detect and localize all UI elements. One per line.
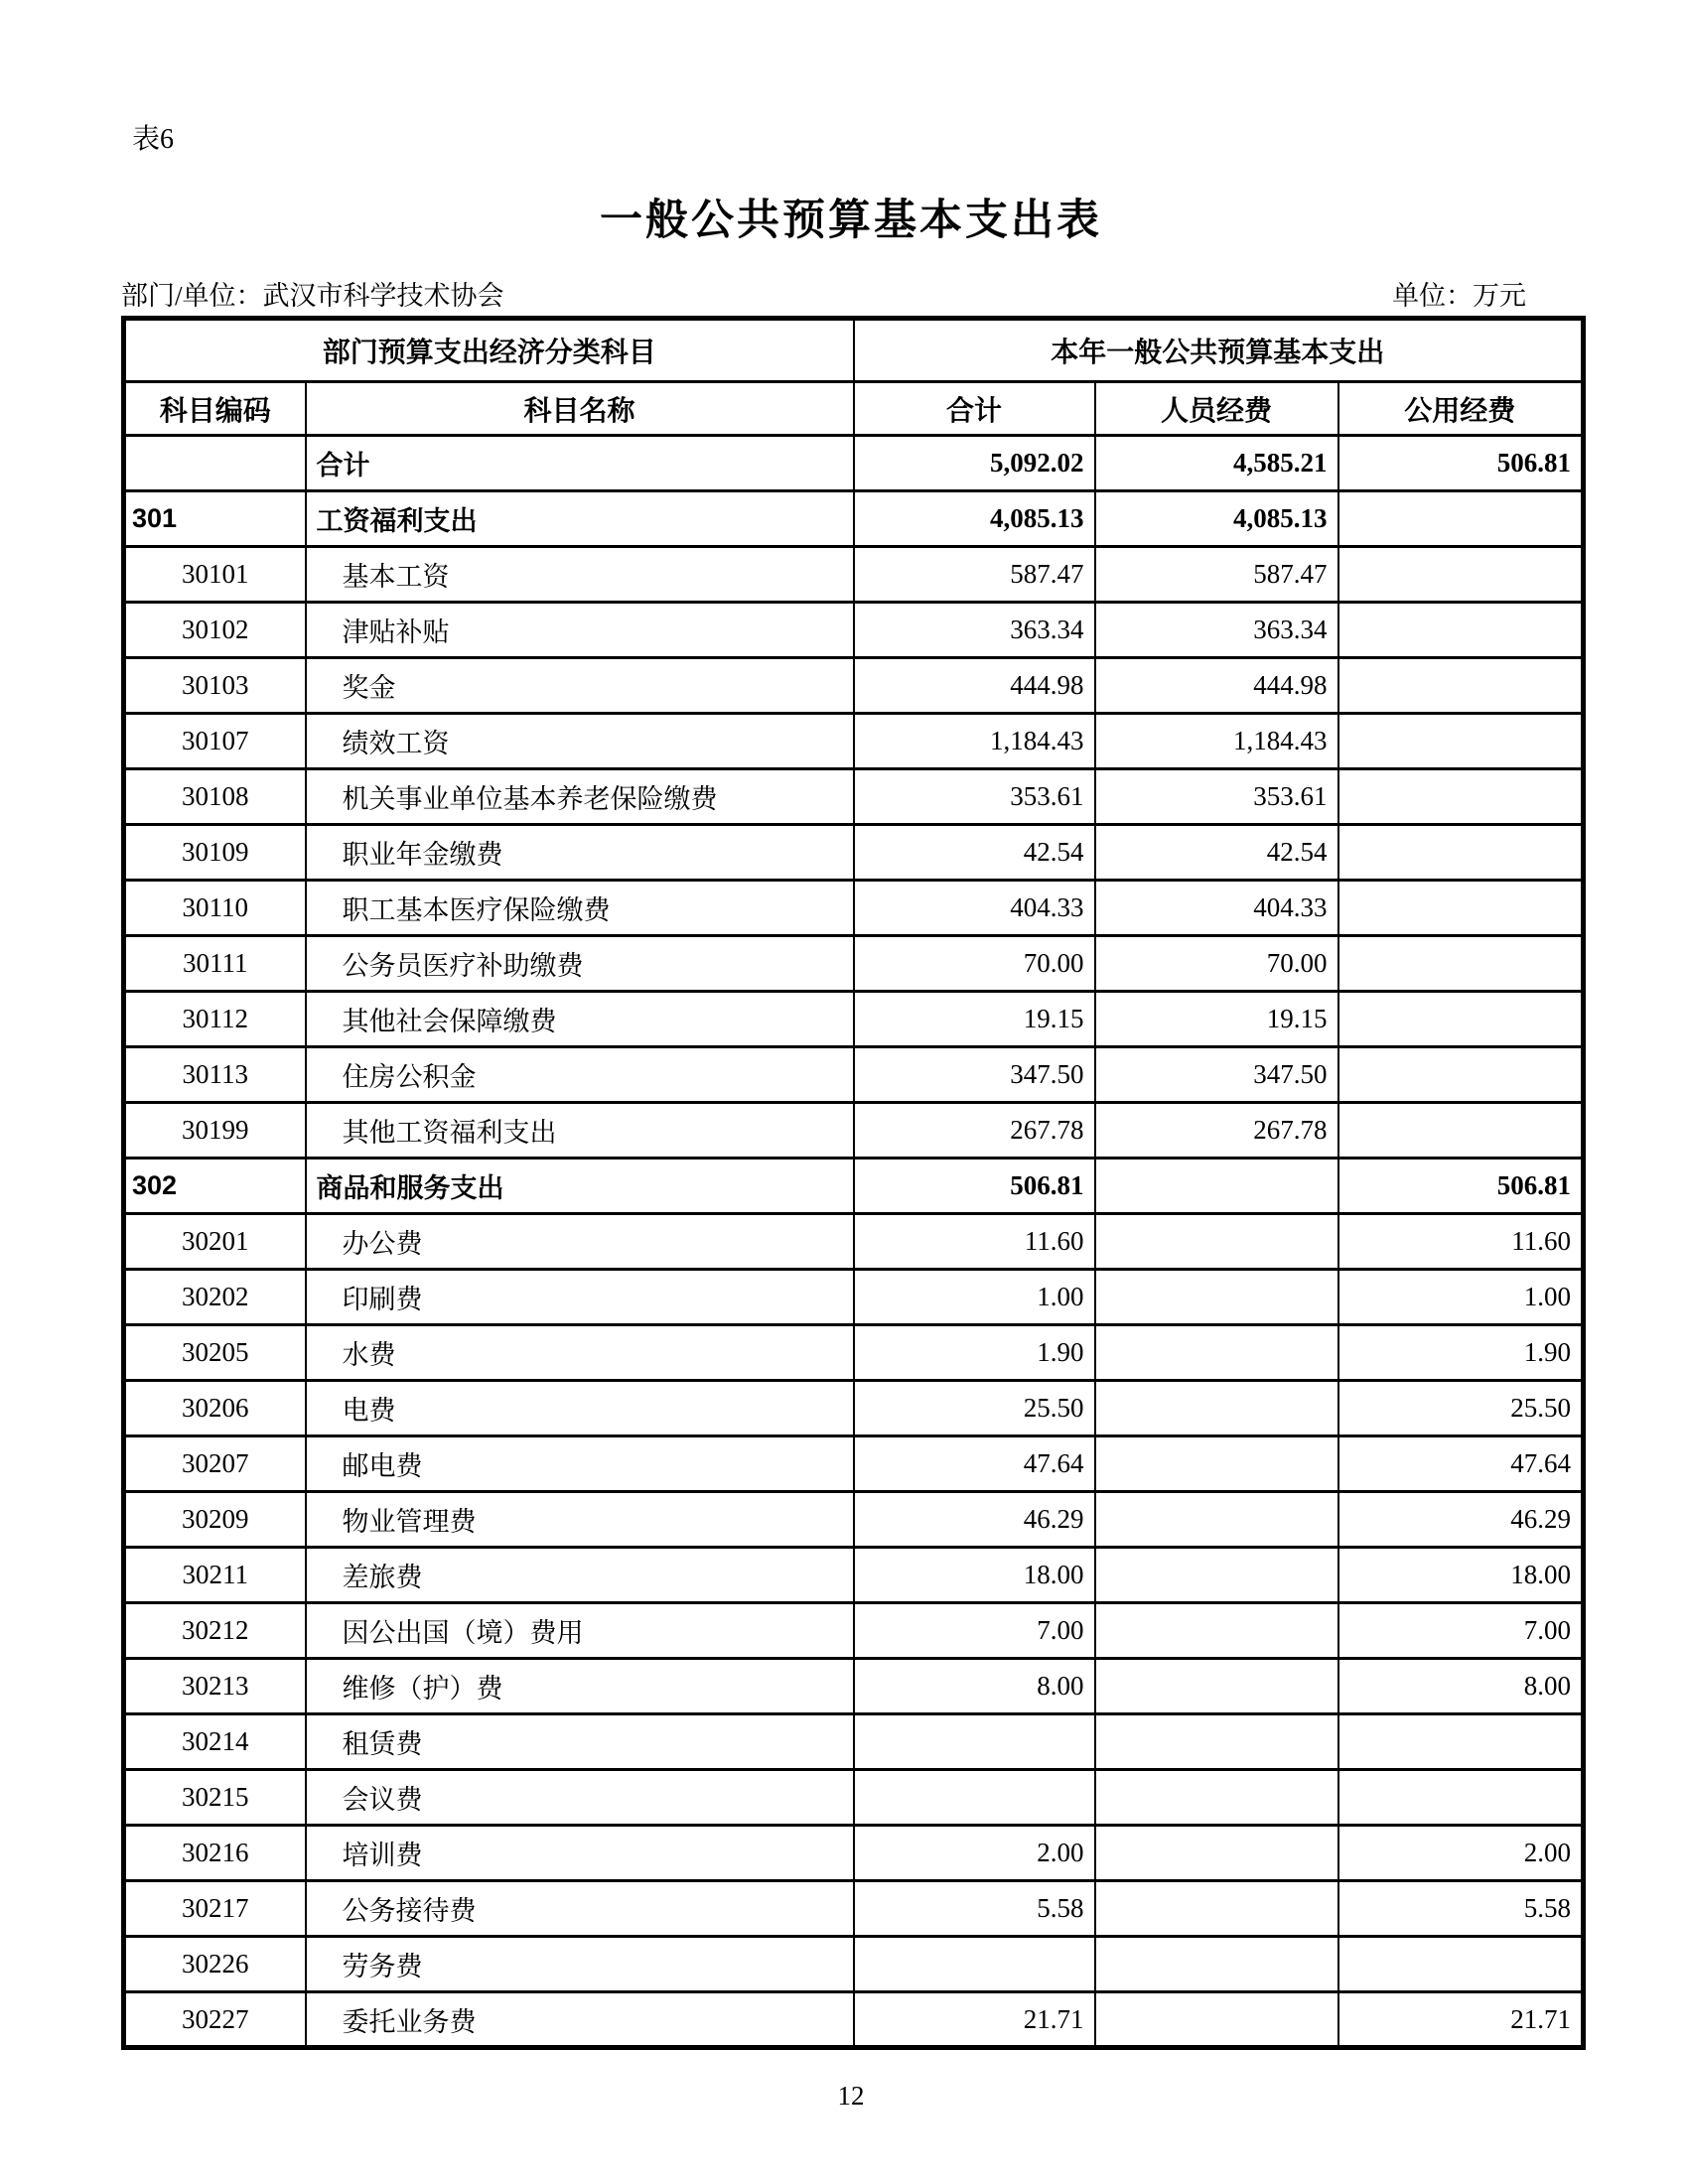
total-value-cell: 2.00 xyxy=(854,1826,1095,1881)
subject-code-cell: 30207 xyxy=(124,1436,306,1492)
public-funds-value-cell: 25.50 xyxy=(1338,1381,1584,1436)
personnel-funds-value-cell xyxy=(1095,1992,1338,2048)
subject-code-cell: 30199 xyxy=(124,1103,306,1159)
personnel-funds-value-cell xyxy=(1095,1770,1338,1826)
total-value-cell xyxy=(854,1770,1095,1826)
subject-code-cell: 30107 xyxy=(124,714,306,769)
public-funds-value-cell xyxy=(1338,992,1584,1047)
total-value-cell: 70.00 xyxy=(854,936,1095,992)
public-funds-value-cell xyxy=(1338,769,1584,825)
public-funds-value-cell xyxy=(1338,1937,1584,1992)
table-row xyxy=(124,1159,1584,1214)
public-funds-value-cell xyxy=(1338,714,1584,769)
header-group-row xyxy=(124,319,1584,382)
personnel-funds-value-cell xyxy=(1095,1937,1338,1992)
subject-name-cell: 培训费 xyxy=(306,1826,854,1881)
total-value-cell: 267.78 xyxy=(854,1103,1095,1159)
subject-code-cell: 30217 xyxy=(124,1881,306,1937)
total-value-cell: 46.29 xyxy=(854,1492,1095,1548)
subject-code-cell: 30226 xyxy=(124,1937,306,1992)
subject-name-cell: 机关事业单位基本养老保险缴费 xyxy=(306,769,854,825)
subject-code-cell: 30212 xyxy=(124,1603,306,1659)
page-title: 一般公共预算基本支出表 xyxy=(600,197,1102,244)
column-header-subject-code: 科目编码 xyxy=(124,382,306,436)
total-value-cell: 587.47 xyxy=(854,547,1095,603)
subject-code-cell xyxy=(124,436,306,491)
subject-name-cell: 住房公积金 xyxy=(306,1047,854,1103)
total-value-cell: 5.58 xyxy=(854,1881,1095,1937)
personnel-funds-value-cell: 4,085.13 xyxy=(1095,491,1338,547)
department-unit-label: 部门/单位：武汉市科学技术协会 xyxy=(121,281,504,311)
table-row xyxy=(124,1103,1584,1159)
public-funds-value-cell: 7.00 xyxy=(1338,1603,1584,1659)
public-funds-value-cell xyxy=(1338,881,1584,936)
subject-code-cell: 30109 xyxy=(124,825,306,881)
total-value-cell: 11.60 xyxy=(854,1214,1095,1270)
total-value-cell: 18.00 xyxy=(854,1548,1095,1603)
subject-name-cell: 绩效工资 xyxy=(306,714,854,769)
public-funds-value-cell: 46.29 xyxy=(1338,1492,1584,1548)
personnel-funds-value-cell xyxy=(1095,1492,1338,1548)
public-funds-value-cell: 21.71 xyxy=(1338,1992,1584,2048)
public-funds-value-cell: 506.81 xyxy=(1338,436,1584,491)
subject-code-cell: 30108 xyxy=(124,769,306,825)
table-row xyxy=(124,1770,1584,1826)
subject-name-cell: 差旅费 xyxy=(306,1548,854,1603)
budget-table xyxy=(121,316,1586,2050)
subject-code-cell: 30101 xyxy=(124,547,306,603)
personnel-funds-value-cell: 404.33 xyxy=(1095,881,1338,936)
personnel-funds-value-cell: 347.50 xyxy=(1095,1047,1338,1103)
subject-code-cell: 30201 xyxy=(124,1214,306,1270)
subject-name-cell: 职业年金缴费 xyxy=(306,825,854,881)
subject-code-cell: 30227 xyxy=(124,1992,306,2048)
personnel-funds-value-cell xyxy=(1095,1548,1338,1603)
subject-code-cell: 30215 xyxy=(124,1770,306,1826)
table-row xyxy=(124,1436,1584,1492)
subject-name-cell: 水费 xyxy=(306,1325,854,1381)
table-row xyxy=(124,1881,1584,1937)
subject-name-cell: 办公费 xyxy=(306,1214,854,1270)
subject-code-cell: 30112 xyxy=(124,992,306,1047)
personnel-funds-value-cell xyxy=(1095,1159,1338,1214)
subject-name-cell: 公务员医疗补助缴费 xyxy=(306,936,854,992)
table-row xyxy=(124,992,1584,1047)
table-row xyxy=(124,1937,1584,1992)
subject-name-cell: 维修（护）费 xyxy=(306,1659,854,1714)
table-row xyxy=(124,1659,1584,1714)
subject-name-cell: 物业管理费 xyxy=(306,1492,854,1548)
subject-code-cell: 30111 xyxy=(124,936,306,992)
total-value-cell: 1,184.43 xyxy=(854,714,1095,769)
personnel-funds-value-cell xyxy=(1095,1659,1338,1714)
personnel-funds-value-cell xyxy=(1095,1826,1338,1881)
subject-name-cell: 其他社会保障缴费 xyxy=(306,992,854,1047)
subject-name-cell: 会议费 xyxy=(306,1770,854,1826)
table-row xyxy=(124,1992,1584,2048)
subject-code-cell: 30202 xyxy=(124,1270,306,1325)
subject-name-cell: 印刷费 xyxy=(306,1270,854,1325)
total-value-cell: 47.64 xyxy=(854,1436,1095,1492)
total-value-cell xyxy=(854,1937,1095,1992)
total-value-cell: 404.33 xyxy=(854,881,1095,936)
subject-code-cell: 30102 xyxy=(124,603,306,658)
table-row xyxy=(124,1603,1584,1659)
subject-code-cell: 30214 xyxy=(124,1714,306,1770)
total-value-cell: 7.00 xyxy=(854,1603,1095,1659)
total-value-cell: 25.50 xyxy=(854,1381,1095,1436)
table-row xyxy=(124,769,1584,825)
total-value-cell: 347.50 xyxy=(854,1047,1095,1103)
meta-row xyxy=(121,274,1581,313)
personnel-funds-value-cell: 444.98 xyxy=(1095,658,1338,714)
subject-code-cell: 30205 xyxy=(124,1325,306,1381)
public-funds-value-cell xyxy=(1338,1770,1584,1826)
personnel-funds-value-cell: 587.47 xyxy=(1095,547,1338,603)
table-row xyxy=(124,1826,1584,1881)
public-funds-value-cell xyxy=(1338,936,1584,992)
personnel-funds-value-cell xyxy=(1095,1436,1338,1492)
subject-name-cell: 其他工资福利支出 xyxy=(306,1103,854,1159)
table-row xyxy=(124,603,1584,658)
public-funds-value-cell: 11.60 xyxy=(1338,1214,1584,1270)
personnel-funds-value-cell xyxy=(1095,1270,1338,1325)
total-value-cell: 506.81 xyxy=(854,1159,1095,1214)
total-value-cell xyxy=(854,1714,1095,1770)
personnel-funds-value-cell: 42.54 xyxy=(1095,825,1338,881)
table-row xyxy=(124,658,1584,714)
table-row xyxy=(124,881,1584,936)
total-value-cell: 363.34 xyxy=(854,603,1095,658)
public-funds-value-cell: 5.58 xyxy=(1338,1881,1584,1937)
personnel-funds-value-cell xyxy=(1095,1325,1338,1381)
subject-code-cell: 301 xyxy=(124,491,306,547)
public-funds-value-cell xyxy=(1338,825,1584,881)
total-value-cell: 444.98 xyxy=(854,658,1095,714)
personnel-funds-value-cell xyxy=(1095,1603,1338,1659)
public-funds-value-cell: 1.00 xyxy=(1338,1270,1584,1325)
column-header-personnel-funds: 人员经费 xyxy=(1095,382,1338,436)
subject-name-cell: 电费 xyxy=(306,1381,854,1436)
public-funds-value-cell: 2.00 xyxy=(1338,1826,1584,1881)
public-funds-value-cell xyxy=(1338,1714,1584,1770)
public-funds-value-cell: 8.00 xyxy=(1338,1659,1584,1714)
table-number-label: 表6 xyxy=(132,124,175,155)
table-row xyxy=(124,1548,1584,1603)
table-row xyxy=(124,825,1584,881)
subject-code-cell: 30103 xyxy=(124,658,306,714)
header-columns-row xyxy=(124,382,1584,436)
subject-name-cell: 邮电费 xyxy=(306,1436,854,1492)
table-row xyxy=(124,436,1584,491)
subject-name-cell: 公务接待费 xyxy=(306,1881,854,1937)
table-row xyxy=(124,1325,1584,1381)
public-funds-value-cell: 47.64 xyxy=(1338,1436,1584,1492)
table-row xyxy=(124,491,1584,547)
subject-name-cell: 租赁费 xyxy=(306,1714,854,1770)
total-value-cell: 5,092.02 xyxy=(854,436,1095,491)
subject-name-cell: 工资福利支出 xyxy=(306,491,854,547)
subject-name-cell: 劳务费 xyxy=(306,1937,854,1992)
personnel-funds-value-cell xyxy=(1095,1881,1338,1937)
table-row xyxy=(124,1047,1584,1103)
personnel-funds-value-cell: 267.78 xyxy=(1095,1103,1338,1159)
table-row xyxy=(124,1214,1584,1270)
table-row xyxy=(124,714,1584,769)
public-funds-value-cell: 1.90 xyxy=(1338,1325,1584,1381)
subject-code-cell: 30110 xyxy=(124,881,306,936)
subject-name-cell: 职工基本医疗保险缴费 xyxy=(306,881,854,936)
column-header-subject-name: 科目名称 xyxy=(306,382,854,436)
total-value-cell: 21.71 xyxy=(854,1992,1095,2048)
public-funds-value-cell xyxy=(1338,547,1584,603)
page-number: 12 xyxy=(837,2081,865,2111)
subject-code-cell: 30209 xyxy=(124,1492,306,1548)
column-header-total: 合计 xyxy=(854,382,1095,436)
subject-code-cell: 302 xyxy=(124,1159,306,1214)
public-funds-value-cell: 18.00 xyxy=(1338,1548,1584,1603)
public-funds-value-cell xyxy=(1338,603,1584,658)
personnel-funds-value-cell: 363.34 xyxy=(1095,603,1338,658)
personnel-funds-value-cell xyxy=(1095,1714,1338,1770)
subject-name-cell: 合计 xyxy=(306,436,854,491)
total-value-cell: 1.00 xyxy=(854,1270,1095,1325)
subject-name-cell: 津贴补贴 xyxy=(306,603,854,658)
subject-code-cell: 30216 xyxy=(124,1826,306,1881)
currency-unit-label: 单位：万元 xyxy=(1392,281,1526,311)
personnel-funds-value-cell: 1,184.43 xyxy=(1095,714,1338,769)
total-value-cell: 353.61 xyxy=(854,769,1095,825)
subject-name-cell: 因公出国（境）费用 xyxy=(306,1603,854,1659)
table-row xyxy=(124,1381,1584,1436)
subject-code-cell: 30213 xyxy=(124,1659,306,1714)
personnel-funds-value-cell: 19.15 xyxy=(1095,992,1338,1047)
table-row xyxy=(124,1492,1584,1548)
public-funds-value-cell xyxy=(1338,1047,1584,1103)
personnel-funds-value-cell: 4,585.21 xyxy=(1095,436,1338,491)
total-value-cell: 4,085.13 xyxy=(854,491,1095,547)
public-funds-value-cell: 506.81 xyxy=(1338,1159,1584,1214)
subject-name-cell: 委托业务费 xyxy=(306,1992,854,2048)
header-classification-subjects: 部门预算支出经济分类科目 xyxy=(124,319,854,382)
total-value-cell: 19.15 xyxy=(854,992,1095,1047)
public-funds-value-cell xyxy=(1338,491,1584,547)
column-header-public-funds: 公用经费 xyxy=(1338,382,1584,436)
total-value-cell: 1.90 xyxy=(854,1325,1095,1381)
table-row xyxy=(124,1714,1584,1770)
subject-code-cell: 30211 xyxy=(124,1548,306,1603)
subject-name-cell: 奖金 xyxy=(306,658,854,714)
personnel-funds-value-cell xyxy=(1095,1214,1338,1270)
table-row xyxy=(124,547,1584,603)
header-current-year-basic-expenditure: 本年一般公共预算基本支出 xyxy=(854,319,1584,382)
personnel-funds-value-cell xyxy=(1095,1381,1338,1436)
public-funds-value-cell xyxy=(1338,658,1584,714)
subject-name-cell: 基本工资 xyxy=(306,547,854,603)
personnel-funds-value-cell: 70.00 xyxy=(1095,936,1338,992)
subject-code-cell: 30206 xyxy=(124,1381,306,1436)
table-row xyxy=(124,936,1584,992)
subject-code-cell: 30113 xyxy=(124,1047,306,1103)
public-funds-value-cell xyxy=(1338,1103,1584,1159)
table-row xyxy=(124,1270,1584,1325)
total-value-cell: 8.00 xyxy=(854,1659,1095,1714)
personnel-funds-value-cell: 353.61 xyxy=(1095,769,1338,825)
total-value-cell: 42.54 xyxy=(854,825,1095,881)
subject-name-cell: 商品和服务支出 xyxy=(306,1159,854,1214)
